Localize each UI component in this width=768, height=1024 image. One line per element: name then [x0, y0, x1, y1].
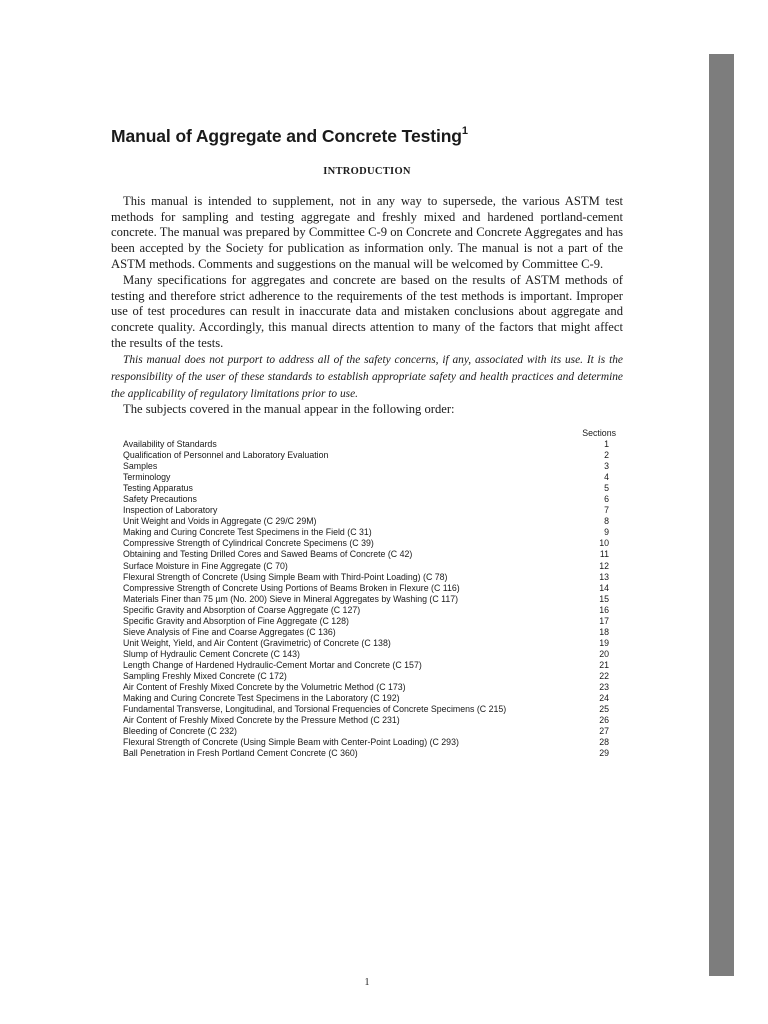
toc-entry — [123, 516, 613, 527]
toc-entry — [123, 660, 613, 671]
toc-entry-section-number: 28 — [599, 737, 609, 748]
toc-entry — [123, 616, 613, 627]
toc-entry — [123, 726, 613, 737]
toc-entry-title: Terminology — [123, 472, 171, 483]
toc-entry — [123, 682, 613, 693]
toc-entry-title: Materials Finer than 75 µm (No. 200) Sieve in Mineral Aggregates by Washing (C 117) — [123, 593, 459, 604]
toc-entry — [123, 671, 613, 682]
toc-entry-section-number: 9 — [604, 527, 609, 538]
toc-entry-section-number: 2 — [604, 450, 609, 461]
toc-entry — [123, 439, 613, 450]
toc-entry-title: Testing Apparatus — [123, 483, 193, 494]
page-edge-bar — [709, 54, 734, 976]
toc-entry-section-number: 16 — [599, 604, 609, 615]
toc-entry — [123, 494, 613, 505]
toc-entry — [123, 693, 613, 704]
subjects-lead-in: The subjects covered in the manual appear in the following order: — [123, 402, 455, 416]
toc-entry — [123, 538, 613, 549]
toc-entry-section-number: 4 — [604, 472, 609, 483]
toc-entry-section-number: 5 — [604, 483, 609, 494]
toc-entry-title: Bleeding of Concrete (C 232) — [123, 726, 237, 737]
toc-entry-title: Sampling Freshly Mixed Concrete (C 172) — [123, 670, 287, 681]
document-title-text: Manual of Aggregate and Concrete Testing — [111, 126, 462, 146]
toc-entry-section-number: 18 — [599, 626, 609, 637]
toc-entry-section-number: 13 — [599, 571, 609, 582]
toc-entry-section-number: 19 — [599, 637, 609, 648]
toc-entry-section-number: 11 — [599, 549, 609, 560]
toc-entry-section-number: 27 — [599, 726, 609, 737]
toc-entry-title: Fundamental Transverse, Longitudinal, and Torsional Frequencies of Concrete Specimens (C 215) — [123, 704, 507, 715]
toc-entry — [123, 594, 613, 605]
toc-entry-section-number: 21 — [599, 659, 609, 670]
toc-entry — [123, 638, 613, 649]
toc-entry — [123, 748, 613, 759]
toc-entry-section-number: 29 — [599, 748, 609, 759]
toc-entry-title: Length Change of Hardened Hydraulic-Cement Mortar and Concrete (C 157) — [123, 659, 422, 670]
toc-entry — [123, 627, 613, 638]
toc-entry-title: Samples — [123, 461, 158, 472]
title-footnote-marker: 1 — [461, 125, 468, 138]
toc-entry-section-number: 15 — [599, 593, 609, 604]
toc-entry-title: Specific Gravity and Absorption of Fine Aggregate (C 128) — [123, 615, 349, 626]
toc-entry — [123, 472, 613, 483]
toc-entry-title: Surface Moisture in Fine Aggregate (C 70) — [123, 560, 288, 571]
toc-entry — [123, 605, 613, 616]
toc-entry — [123, 649, 613, 660]
toc-entry-title: Air Content of Freshly Mixed Concrete by the Volumetric Method (C 173) — [123, 682, 406, 693]
toc-entry-section-number: 8 — [604, 516, 609, 527]
toc-entry-title: Flexural Strength of Concrete (Using Simple Beam with Center-Point Loading) (C 293) — [123, 737, 459, 748]
toc-entry — [123, 505, 613, 516]
toc-entry-title: Air Content of Freshly Mixed Concrete by the Pressure Method (C 231) — [123, 715, 400, 726]
toc-entry-title: Specific Gravity and Absorption of Coarse Aggregate (C 127) — [123, 604, 361, 615]
toc-entry — [123, 483, 613, 494]
toc-entry-section-number: 26 — [599, 715, 609, 726]
safety-notice: This manual does not purport to address all of the safety concerns, if any, associated with its use. It is the responsibility of the user of these standards to establish appropriate safety and health practices and determine the applicability of regulatory limitations prior to use. — [111, 354, 623, 401]
toc-entry-title: Safety Precautions — [123, 494, 197, 505]
toc-entry-title: Obtaining and Testing Drilled Cores and Sawed Beams of Concrete (C 42) — [123, 549, 413, 560]
toc-entry-title: Slump of Hydraulic Cement Concrete (C 143) — [123, 648, 300, 659]
toc-entry-section-number: 24 — [599, 693, 609, 704]
toc-entry-section-number: 3 — [604, 461, 609, 472]
toc-list — [123, 439, 613, 759]
toc-entry-section-number: 10 — [599, 538, 609, 549]
toc-entry-section-number: 12 — [599, 560, 609, 571]
toc-entry-section-number: 23 — [599, 682, 609, 693]
toc-entry-title: Compressive Strength of Cylindrical Concrete Specimens (C 39) — [123, 538, 374, 549]
toc-entry-section-number: 14 — [599, 582, 609, 593]
toc-entry-section-number: 17 — [599, 615, 609, 626]
toc-entry-title: Unit Weight and Voids in Aggregate (C 29/C 29M) — [123, 516, 317, 527]
toc-entry — [123, 527, 613, 538]
toc-entry — [123, 715, 613, 726]
toc-entry-title: Availability of Standards — [123, 439, 217, 449]
toc-entry-section-number: 25 — [599, 704, 609, 715]
page-number: 1 — [364, 977, 370, 988]
toc-entry — [123, 704, 613, 715]
toc-entry-section-number: 20 — [599, 648, 609, 659]
toc-entry-title: Unit Weight, Yield, and Air Content (Gravimetric) of Concrete (C 138) — [123, 637, 391, 648]
toc-entry-title: Making and Curing Concrete Test Specimens in the Field (C 31) — [123, 527, 372, 538]
toc-entry-title: Flexural Strength of Concrete (Using Simple Beam with Third-Point Loading) (C 78) — [123, 571, 448, 582]
toc-entry — [123, 572, 613, 583]
toc-entry-title: Inspection of Laboratory — [123, 505, 218, 516]
toc-entry — [123, 461, 613, 472]
toc-entry-section-number: 6 — [604, 494, 609, 505]
toc-column-header: Sections — [582, 428, 616, 438]
table-of-contents — [123, 428, 616, 759]
intro-paragraph-1: This manual is intended to supplement, not in any way to supersede, the various ASTM test methods for sampling and testing aggregate and freshly mixed and hardened portland-cement concrete. The manual was prepared by Committee C-9 on Concrete and Concrete Aggregates and has been accepted by the Society for publication as information only. The manual is not a part of the ASTM methods. Comments and suggestions on the manual will be welcomed by Committee C-9. — [111, 194, 623, 271]
toc-entry — [123, 583, 613, 594]
toc-entry — [123, 450, 613, 461]
toc-entry-title: Making and Curing Concrete Test Specimens in the Laboratory (C 192) — [123, 693, 400, 704]
section-heading: INTRODUCTION — [323, 166, 411, 177]
toc-entry-section-number: 1 — [604, 439, 609, 449]
toc-entry-title: Qualification of Personnel and Laboratory Evaluation — [123, 450, 329, 461]
toc-entry-title: Sieve Analysis of Fine and Coarse Aggregates (C 136) — [123, 626, 336, 637]
toc-entry-title: Compressive Strength of Concrete Using Portions of Beams Broken in Flexure (C 116) — [123, 582, 460, 593]
toc-entry — [123, 737, 613, 748]
intro-paragraph-2: Many specifications for aggregates and concrete are based on the results of ASTM methods of testing and therefore strict adherence to the requirements of the test methods is important. Improper use of test procedures can result in inaccurate data and mistaken conclusions about aggregate and concrete quality. Accordingly, this manual directs attention to many of the factors that might affect the results of the tests. — [111, 273, 623, 350]
toc-entry — [123, 561, 613, 572]
toc-entry-title: Ball Penetration in Fresh Portland Cement Concrete (C 360) — [123, 748, 358, 759]
toc-entry — [123, 549, 613, 560]
toc-entry-section-number: 7 — [604, 505, 609, 516]
document-title — [111, 126, 468, 147]
toc-entry-section-number: 22 — [599, 670, 609, 681]
